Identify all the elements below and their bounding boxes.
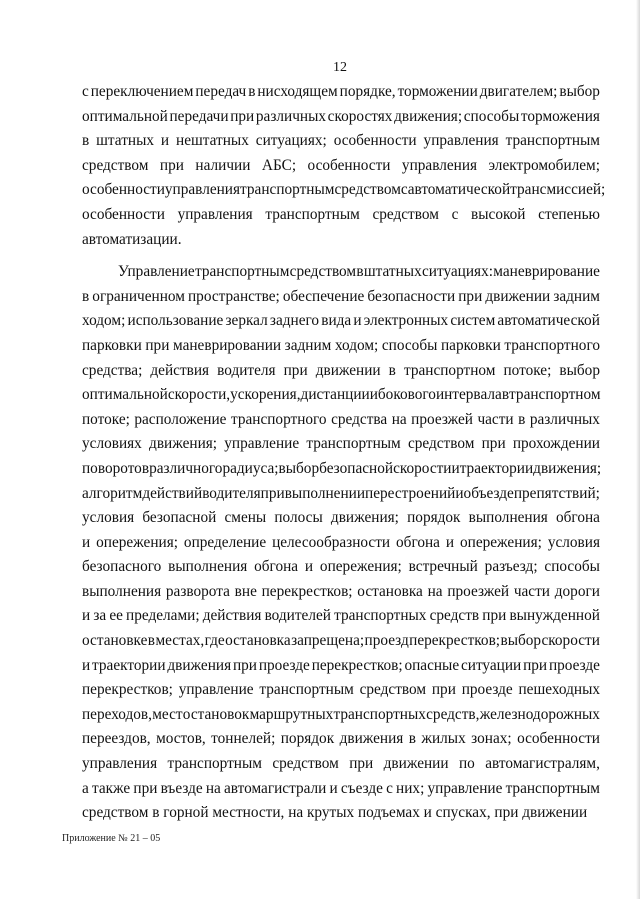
text-line: безопасного выполнения обгона и опережения; встречный разъезд; способы	[82, 558, 600, 576]
text-line: переездов, мостов, тоннелей; порядок движения в жилых зонах; особенности	[82, 730, 600, 748]
text-line: алгоритм действий водителя при выполнении перестроений и объезде препятствий;	[82, 484, 600, 502]
paragraph-2	[82, 260, 600, 826]
text-line: средством при наличии АБС; особенности управления электромобилем;	[82, 156, 600, 174]
text-line: оптимальной передачи при различных скоростях движения; способы торможения	[82, 107, 600, 125]
text-line: выполнения разворота вне перекрестков; остановка на проезжей части дороги	[82, 582, 600, 600]
text-line: парковки при маневрировании задним ходом; способы парковки транспортного	[82, 336, 600, 354]
text-line: автоматизации.	[82, 230, 182, 248]
text-line: условиях движения; управление транспортным средством при прохождении	[82, 435, 600, 453]
text-line: и опережения; определение целесообразности обгона и опережения; условия	[82, 533, 600, 551]
text-line: в ограниченном пространстве; обеспечение безопасности при движении задним	[82, 287, 600, 305]
text-line: в штатных и нештатных ситуациях; особенности управления транспортным	[82, 132, 600, 150]
paragraph-gap	[82, 252, 600, 260]
text-line: остановке в местах, где остановка запрещена; проезд перекрестков; выбор скорости	[82, 632, 600, 650]
text-line: управления транспортным средством при движении по автомагистралям,	[82, 755, 600, 773]
text-line: с переключением передач в нисходящем порядке, торможении двигателем; выбор	[82, 83, 600, 100]
text-line: средством в горной местности, на крутых подъемах и спусках, при движении	[82, 804, 588, 822]
text-line: и траектории движения при проезде перекрестков; опасные ситуации при проезде	[82, 656, 600, 674]
text-line: а также при въезде на автомагистрали и съезде с них; управление транспортным	[82, 779, 600, 797]
paragraph-1	[82, 80, 606, 252]
text-line: ходом; использование зеркал заднего вида и электронных систем автоматической	[82, 312, 600, 330]
text-line: переходов, мест остановок маршрутных транспортных средств, железнодорожных	[82, 705, 600, 723]
text-line: средства; действия водителя при движении в транспортном потоке; выбор	[82, 361, 600, 379]
text-line: оптимальной скорости, ускорения, дистанции и бокового интервала в транспортном	[82, 386, 601, 404]
text-line: потоке; расположение транспортного средства на проезжей части в различных	[82, 410, 600, 428]
footer-note: Приложение № 21 – 05	[62, 833, 161, 844]
text-line: Управление транспортным средством в штатных ситуациях: маневрирование	[118, 263, 600, 281]
page-edge	[636, 0, 640, 899]
text-line: перекрестков; управление транспортным средством при проезде пешеходных	[82, 681, 600, 699]
text-line: особенности управления транспортным средством с высокой степенью	[82, 205, 600, 223]
text-line: особенности управления транспортным средством с автоматической трансмиссией;	[82, 181, 606, 199]
page-number: 12	[333, 60, 347, 75]
document-body	[82, 80, 606, 826]
text-line: поворотов различного радиуса; выбор безопасной скорости и траектории движения;	[82, 459, 602, 477]
text-line: условия безопасной смены полосы движения; порядок выполнения обгона	[82, 509, 600, 527]
text-line: и за ее пределами; действия водителей транспортных средств при вынужденной	[82, 607, 600, 625]
